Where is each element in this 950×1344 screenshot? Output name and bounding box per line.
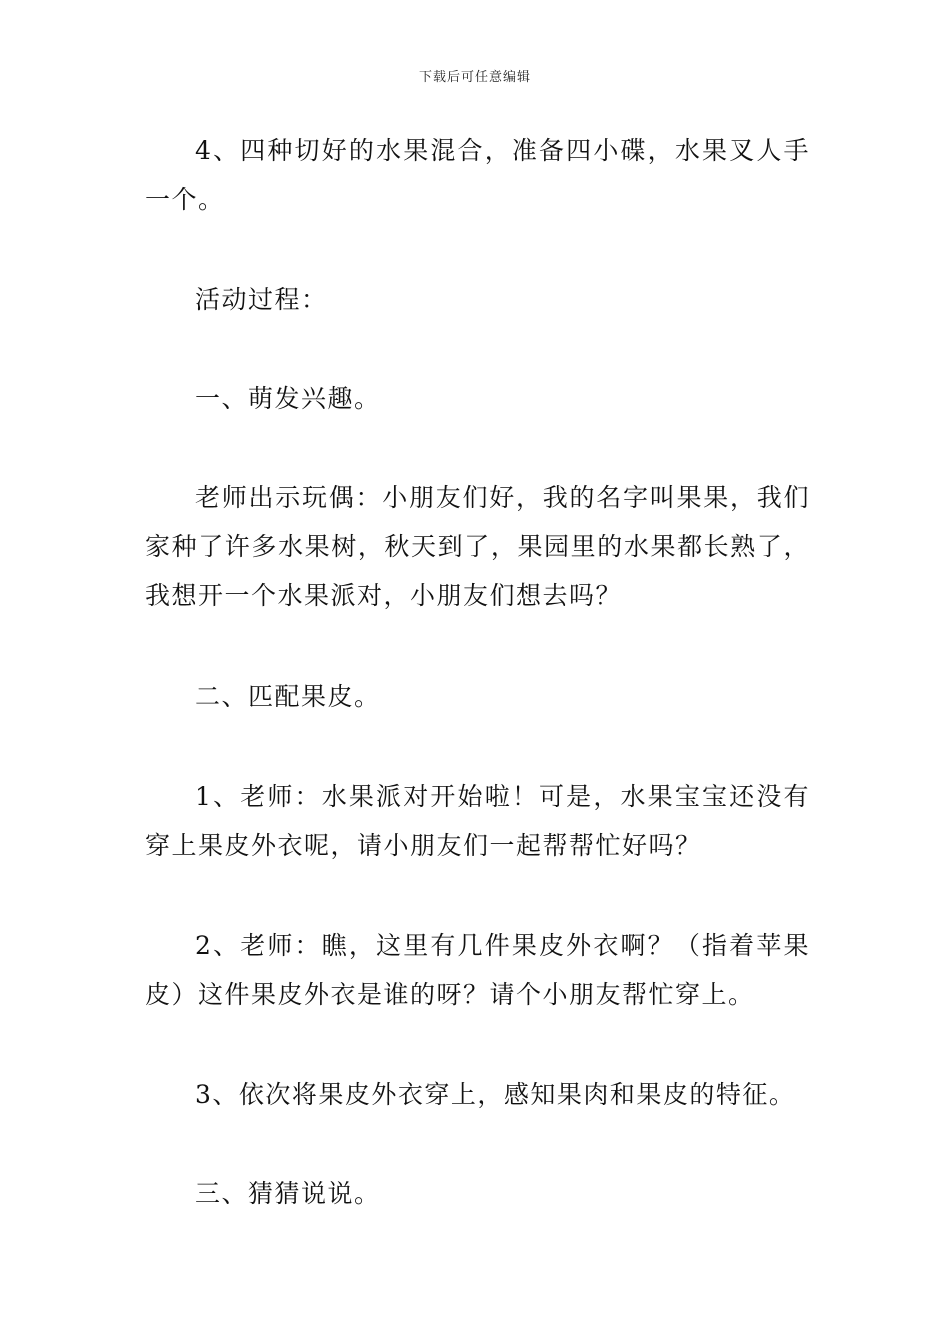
- paragraph-section-3: 三、猜猜说说。: [195, 1179, 381, 1208]
- paragraph-step-1: 1、老师：水果派对开始啦！可是，水果宝宝还没有穿上果皮外衣呢，请小朋友们一起帮帮忙好吗？: [145, 782, 810, 860]
- paragraph-step-3: 3、依次将果皮外衣穿上，感知果肉和果皮的特征。: [195, 1080, 796, 1109]
- paragraph-section-2: 二、匹配果皮。: [195, 682, 381, 711]
- header-note: 下载后可任意编辑: [418, 70, 531, 85]
- paragraph-teacher-intro: 老师出示玩偶：小朋友们好，我的名字叫果果，我们家种了许多水果树，秋天到了，果园里的水果都长熟了，我想开一个水果派对，小朋友们想去吗？: [145, 483, 810, 610]
- paragraph-section-1: 一、萌发兴趣。: [195, 384, 381, 413]
- paragraph-process-heading: 活动过程：: [195, 285, 328, 314]
- paragraph-materials-4: 4、四种切好的水果混合，准备四小碟，水果叉人手一个。: [145, 136, 810, 214]
- paragraph-step-2: 2、老师：瞧，这里有几件果皮外衣啊？（指着苹果皮）这件果皮外衣是谁的呀？请个小朋友帮忙穿上。: [145, 931, 810, 1009]
